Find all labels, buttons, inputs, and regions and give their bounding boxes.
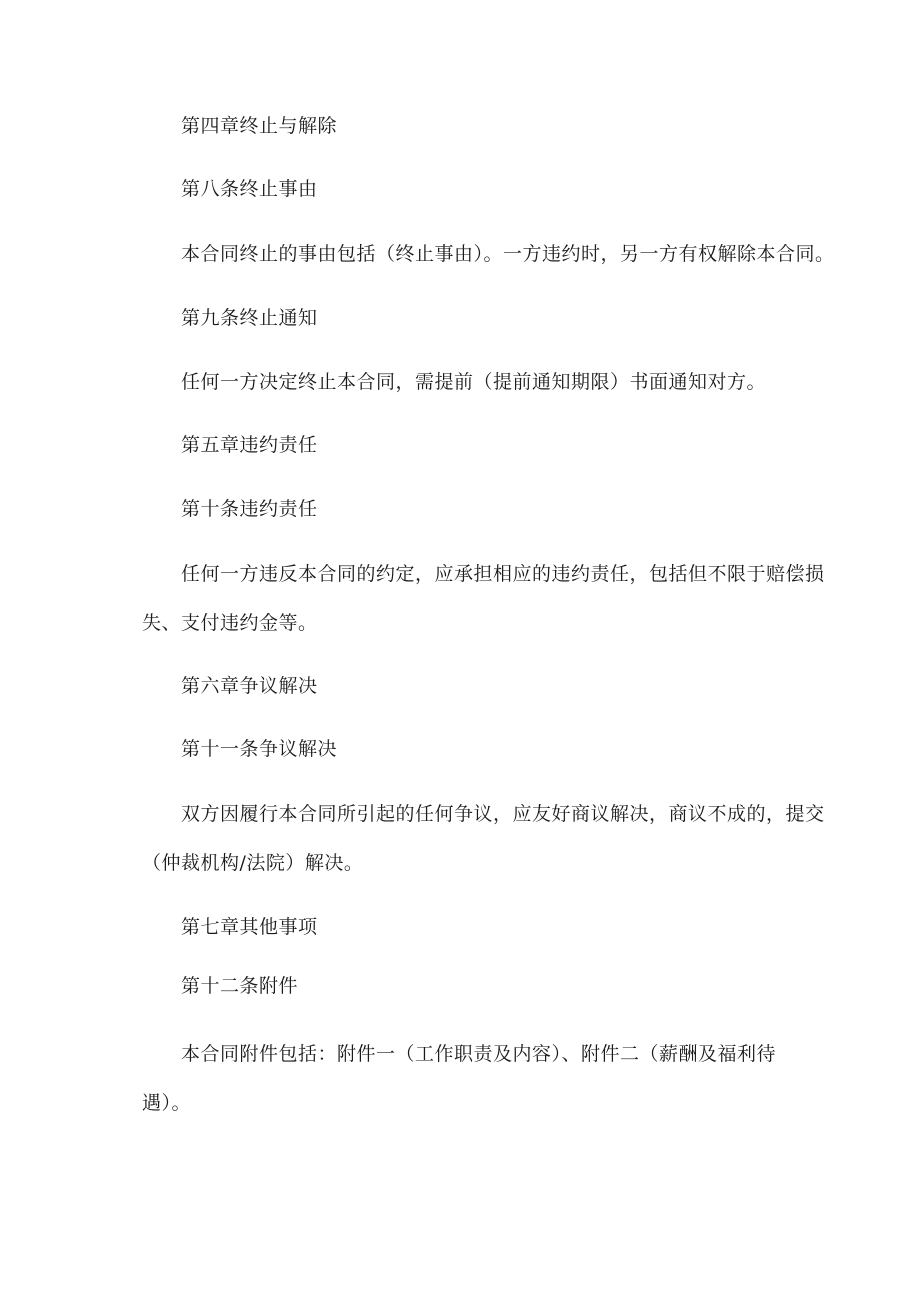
- chapter-6-heading: 第六章争议解决: [181, 675, 318, 697]
- article-12-body-line-1: 本合同附件包括：附件一（工作职责及内容）、附件二（薪酬及福利待: [181, 1043, 777, 1065]
- article-12-body-line-2: 遇）。: [142, 1092, 192, 1114]
- article-12-heading: 第十二条附件: [181, 975, 299, 997]
- article-9-body: 任何一方决定终止本合同，需提前（提前通知期限）书面通知对方。: [181, 371, 767, 393]
- article-10-body-line-1: 任何一方违反本合同的约定，应承担相应的违约责任，包括但不限于赔偿损: [181, 563, 825, 585]
- article-8-heading: 第八条终止事由: [181, 178, 318, 200]
- article-11-heading: 第十一条争议解决: [181, 738, 338, 760]
- chapter-4-heading: 第四章终止与解除: [181, 115, 338, 137]
- article-11-body-line-2: （仲裁机构/法院）解决。: [142, 852, 364, 874]
- chapter-7-heading: 第七章其他事项: [181, 916, 318, 938]
- article-8-body: 本合同终止的事由包括（终止事由）。一方违约时，另一方有权解除本合同。: [181, 243, 835, 265]
- article-10-heading: 第十条违约责任: [181, 498, 318, 520]
- article-10-body-line-2: 失、支付违约金等。: [142, 612, 318, 634]
- article-11-body-line-1: 双方因履行本合同所引起的任何争议，应友好商议解决，商议不成的，提交: [181, 803, 825, 825]
- article-9-heading: 第九条终止通知: [181, 307, 318, 329]
- chapter-5-heading: 第五章违约责任: [181, 434, 318, 456]
